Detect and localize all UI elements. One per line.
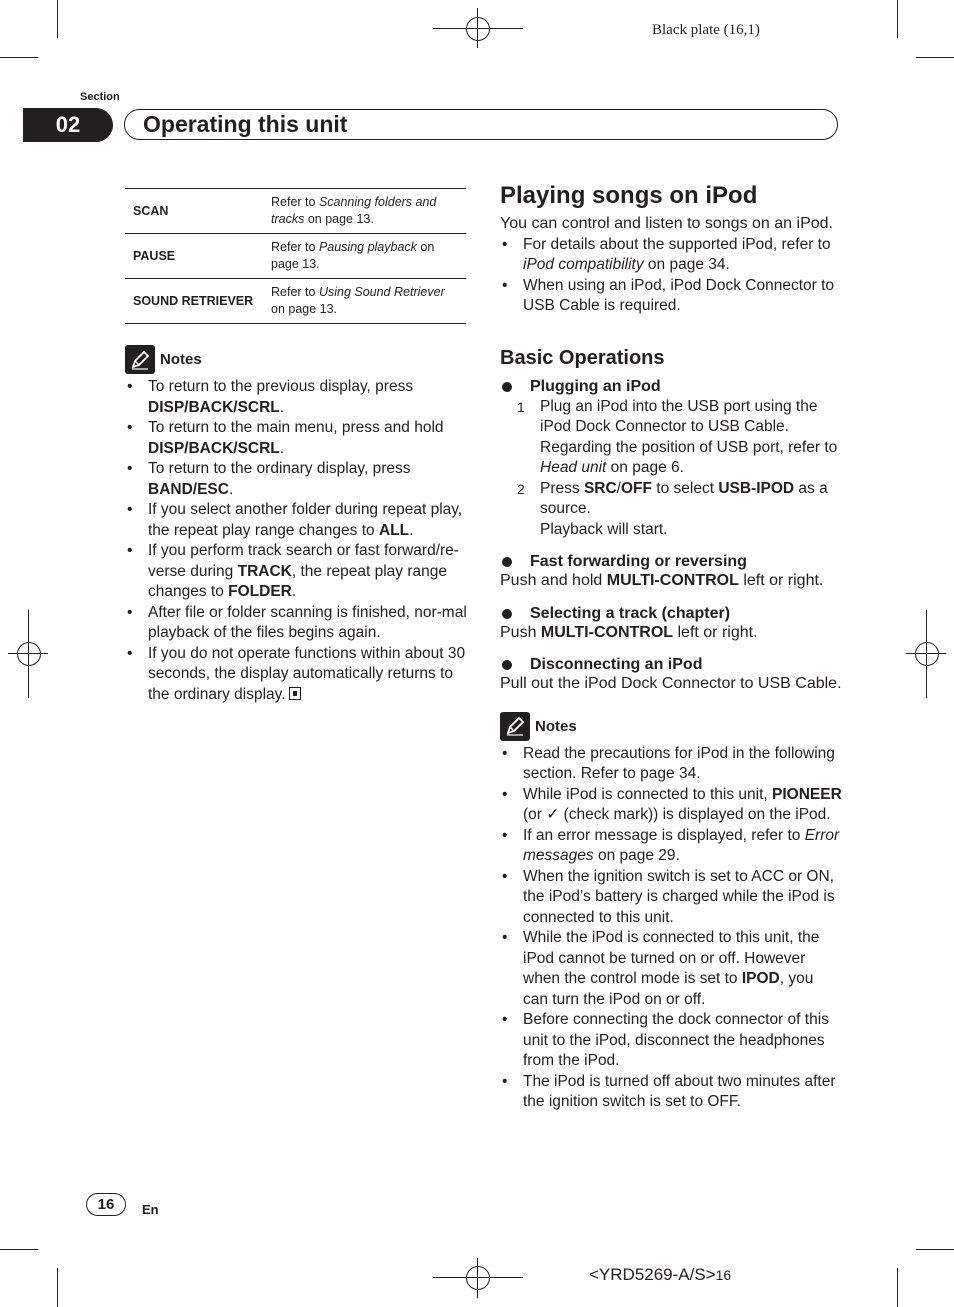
note-text: While the iPod is connected to this unit, the iPod cannot be turned on or off. However when the control mode is set to xyxy=(523,929,820,987)
section-title-text: Operating this unit xyxy=(143,111,348,137)
doc-code-text: <YRD5269-A/S> xyxy=(589,1265,716,1284)
note-bold: TRACK xyxy=(237,562,292,580)
step-text: Press xyxy=(540,479,584,497)
crop-mark xyxy=(57,0,58,38)
list-item xyxy=(500,1072,842,1113)
note-text: To return to the previous display, press xyxy=(148,378,414,395)
note-link: Error messages xyxy=(523,826,840,864)
note-text: . xyxy=(279,439,285,457)
note-text: If you perform track search or fast forward/re-verse during xyxy=(148,542,459,580)
table-value xyxy=(263,279,466,324)
step-number: 1 xyxy=(517,398,525,415)
bullet-dot-icon xyxy=(502,660,512,670)
notes-heading xyxy=(500,712,842,741)
bullet-text: on page 34. xyxy=(643,256,730,273)
plate-label: Black plate (16,1) xyxy=(652,22,760,38)
crop-mark xyxy=(916,1249,954,1250)
disconnect-heading xyxy=(500,656,842,674)
note-text: on page 29. xyxy=(593,847,680,864)
list-item xyxy=(500,1010,842,1072)
basic-operations-heading: Basic Operations xyxy=(500,346,665,369)
list-item xyxy=(500,744,842,785)
step-text: Regarding the position of USB port, refer to xyxy=(540,438,838,456)
language-label: En xyxy=(142,1202,159,1217)
note-text: , the repeat play range changes to xyxy=(148,562,447,600)
select-bold: MULTI-CONTROL xyxy=(540,623,674,641)
disconnect-heading-text: Disconnecting an iPod xyxy=(530,656,703,673)
list-item xyxy=(500,235,842,276)
select-heading-text: Selecting a track (chapter) xyxy=(530,604,731,622)
ref-link: Scanning folders and tracks xyxy=(271,195,437,226)
page-number: 16 xyxy=(86,1193,126,1216)
reference-table xyxy=(125,188,466,324)
left-notes xyxy=(125,345,467,705)
select-text xyxy=(500,623,842,644)
list-item xyxy=(500,826,842,867)
disconnect-text: Pull out the iPod Dock Connector to USB Cable. xyxy=(500,675,842,692)
note-text: If you do not operate functions within about 30 seconds, the display automatically returns to the ordinary display. xyxy=(148,644,466,703)
table-key: PAUSE xyxy=(125,234,263,279)
step-text: on page 6. xyxy=(606,459,684,476)
list-item xyxy=(125,541,467,603)
note-text: If an error message is displayed, refer to xyxy=(523,826,805,844)
ref-text: on page 13. xyxy=(271,240,435,271)
notes-heading-text: Notes xyxy=(535,717,577,735)
ff-heading xyxy=(500,553,842,571)
note-bold: IPOD xyxy=(741,970,780,987)
plug-heading xyxy=(500,378,842,396)
plug-heading-text: Plugging an iPod xyxy=(530,377,661,395)
note-text: While iPod is connected to this unit, xyxy=(523,785,772,803)
bullet-dot-icon xyxy=(502,609,512,619)
step-link: Head unit xyxy=(540,459,607,476)
note-bold: ALL xyxy=(378,521,410,539)
note-text: The iPod is turned off about two minutes after the ignition switch is set to OFF. xyxy=(523,1072,836,1110)
page-title: Playing songs on iPod xyxy=(500,182,758,209)
table-row xyxy=(125,234,466,279)
ref-text: on page 13. xyxy=(271,302,338,316)
notes-heading-text: Notes xyxy=(160,351,202,368)
step-text: to select xyxy=(651,479,719,497)
bullet-link: iPod compatibility xyxy=(523,256,644,273)
note-text: When the ignition switch is set to ACC or ON, the iPod’s battery is charged while the iPod is connected to this unit. xyxy=(523,867,835,926)
list-item xyxy=(125,644,467,706)
table-row xyxy=(125,279,466,324)
list-item xyxy=(125,459,467,500)
bullet-text: When using an iPod, iPod Dock Connector to USB Cable is required. xyxy=(523,276,835,314)
step-item xyxy=(500,397,842,479)
note-text: Before connecting the dock connector of this unit to the iPod, disconnect the headphones from the iPod. xyxy=(523,1011,829,1069)
select-post: left or right. xyxy=(673,623,758,641)
table-row xyxy=(125,189,466,234)
pencil-icon xyxy=(500,712,530,741)
section-number: 02 xyxy=(23,108,113,142)
list-item xyxy=(125,603,467,644)
ff-post: left or right. xyxy=(738,572,824,589)
list-item xyxy=(500,928,842,1010)
step-text: Playback will start. xyxy=(540,520,668,538)
note-text: . xyxy=(409,521,414,539)
ref-link: Using Sound Retriever xyxy=(318,285,445,299)
list-item xyxy=(125,500,467,541)
crop-mark xyxy=(0,1249,38,1250)
select-heading xyxy=(500,605,842,623)
end-mark-icon xyxy=(289,687,301,700)
doc-code xyxy=(589,1265,731,1285)
select-pre: Push xyxy=(500,623,541,641)
bullet-dot-icon xyxy=(502,557,512,567)
bullet-text: For details about the supported iPod, refer to xyxy=(523,235,831,253)
step-text: Plug an iPod into the USB port using the iPod Dock Connector to USB Cable. xyxy=(540,397,818,435)
note-bold: BAND/ESC xyxy=(148,480,229,498)
step-bold: USB-IPOD xyxy=(718,479,795,497)
crop-mark xyxy=(916,57,954,58)
ref-link: Pausing playback xyxy=(318,240,417,254)
note-bold: FOLDER xyxy=(228,583,292,600)
pencil-icon xyxy=(125,345,155,374)
note-text: . xyxy=(228,480,234,498)
table-key: SCAN xyxy=(125,189,263,234)
note-text: Read the precautions for iPod in the following section. Refer to page 34. xyxy=(523,744,835,782)
step-number: 2 xyxy=(517,480,525,497)
table-key: SOUND RETRIEVER xyxy=(125,279,263,324)
list-item xyxy=(500,276,842,317)
ref-text: Refer to xyxy=(271,240,319,254)
doc-code-page: 16 xyxy=(715,1267,732,1283)
right-column xyxy=(500,182,842,1113)
table-value xyxy=(263,189,466,234)
bullet-dot-icon xyxy=(502,382,512,392)
intro-text: You can control and listen to songs on an iPod. xyxy=(500,215,833,232)
note-bold: PIONEER xyxy=(772,785,842,803)
table-value xyxy=(263,234,466,279)
list-item xyxy=(125,377,467,418)
list-item xyxy=(125,418,467,459)
note-text: After file or folder scanning is finished, nor-mal playback of the files begins again. xyxy=(148,603,467,641)
note-text: To return to the main menu, press and hold xyxy=(148,419,444,436)
step-item xyxy=(500,479,842,541)
note-bold: DISP/BACK/SCRL xyxy=(148,398,280,416)
note-text: To return to the ordinary display, press xyxy=(148,460,411,477)
crop-mark xyxy=(0,57,38,58)
ref-text: Refer to xyxy=(271,285,319,299)
step-text: / xyxy=(616,479,621,497)
note-text: If you select another folder during repeat play, the repeat play range changes to xyxy=(148,501,463,539)
ff-bold: MULTI-CONTROL xyxy=(606,572,739,589)
step-bold: SRC xyxy=(583,479,617,497)
crop-mark xyxy=(57,1268,58,1307)
note-text: , you can turn the iPod on or off. xyxy=(523,970,814,1008)
ref-text: on page 13. xyxy=(304,212,374,226)
ref-text: Refer to xyxy=(271,195,319,209)
note-bold: DISP/BACK/SCRL xyxy=(148,439,280,457)
step-text: as a source. xyxy=(540,479,828,517)
ff-pre: Push and hold xyxy=(500,572,607,589)
note-text: . xyxy=(291,583,297,600)
section-label: Section xyxy=(80,91,120,103)
section-title xyxy=(124,109,838,140)
step-bold: OFF xyxy=(620,479,652,497)
note-text: . xyxy=(279,398,285,416)
crop-mark xyxy=(897,0,898,38)
note-text: (or ✓ (check mark)) is displayed on the iPod. xyxy=(523,806,831,823)
list-item xyxy=(500,867,842,929)
ff-text xyxy=(500,571,842,592)
notes-heading xyxy=(125,345,467,374)
list-item xyxy=(500,785,842,826)
ff-heading-text: Fast forwarding or reversing xyxy=(530,553,747,570)
crop-mark xyxy=(897,1268,898,1307)
